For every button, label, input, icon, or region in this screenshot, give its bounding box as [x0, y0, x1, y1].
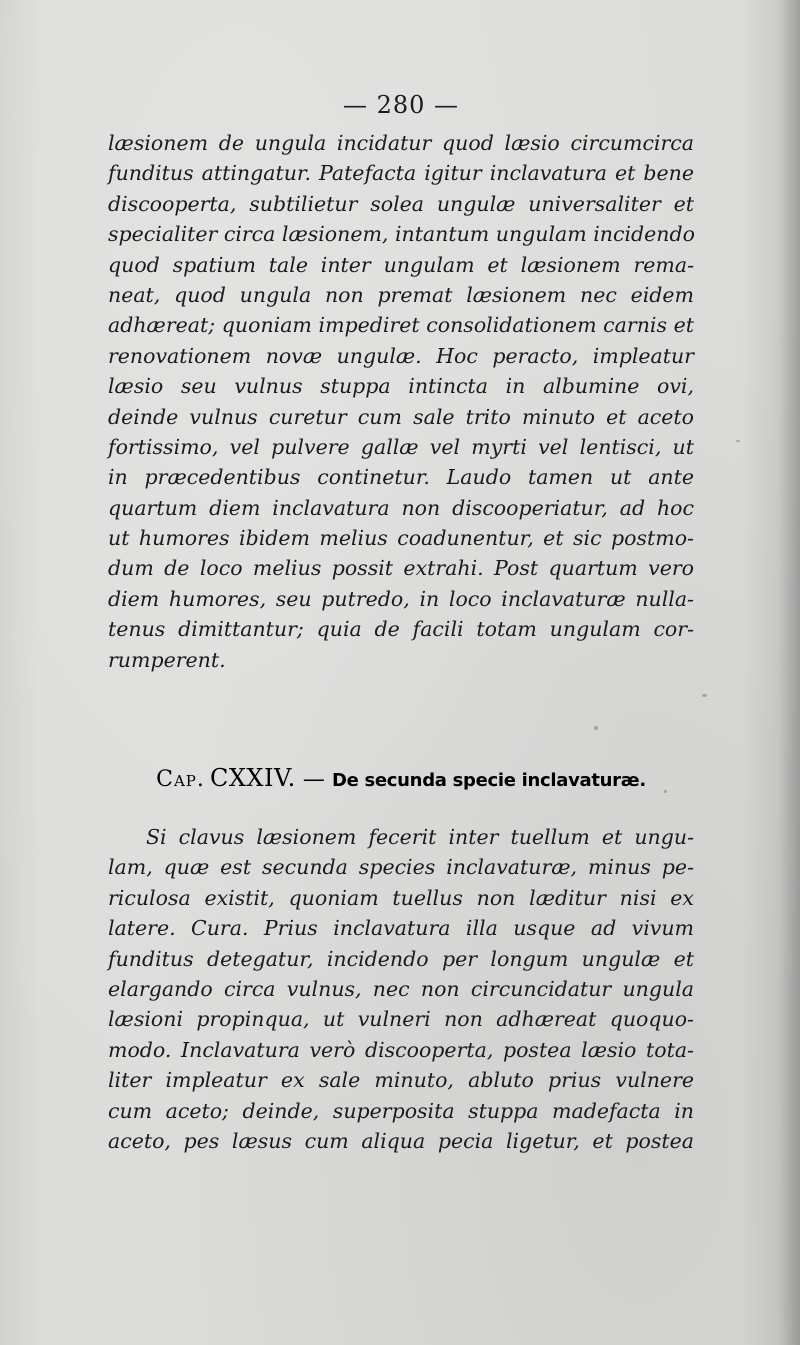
text-line: in præcedentibus continetur. Laudo tamen ut ante — [108, 465, 694, 490]
text-line: liter impleatur ex sale minuto, abluto prius vulnere — [108, 1068, 694, 1093]
text-line: lam, quæ est secunda species inclavaturæ, minus pe- — [108, 855, 694, 880]
chapter-dash: — — [302, 767, 325, 792]
text-line: rumperent. — [108, 647, 226, 672]
ink-speck — [594, 726, 598, 730]
text-line: discooperta, subtilietur solea ungulæ universaliter et — [108, 191, 694, 216]
text-line: riculosa existit, quoniam tuellus non læditur nisi ex — [108, 885, 694, 910]
text-line: læsioni propinqua, ut vulneri non adhæreat quoquo- — [108, 1007, 694, 1032]
chapter-title: De secunda specie inclavaturæ. — [331, 770, 646, 791]
paragraph-2 — [108, 822, 694, 1156]
text-line: elargando circa vulnus, nec non circuncidatur ungula — [108, 976, 694, 1001]
paragraph-1 — [108, 128, 694, 675]
text-line: latere. Cura. Prius inclavatura illa usque ad vivum — [108, 916, 694, 941]
page-number: — 280 — — [342, 91, 460, 119]
text-line: funditus attingatur. Patefacta igitur inclavatura et bene — [108, 161, 694, 186]
chapter-label: Cap. — [156, 767, 205, 792]
chapter-heading — [108, 760, 694, 796]
text-line: ut humores ibidem melius coadunentur, et sic postmo- — [108, 526, 694, 551]
text-line: deinde vulnus curetur cum sale trito minuto et aceto — [108, 404, 694, 429]
ink-speck — [736, 440, 740, 442]
ink-speck — [664, 790, 667, 793]
text-line: quod spatium tale inter ungulam et læsionem rema- — [108, 252, 694, 277]
text-line: tenus dimittantur; quia de facili totam ungulam cor- — [108, 617, 694, 642]
text-line: quartum diem inclavatura non discooperiatur, ad hoc — [108, 495, 694, 520]
text-line: funditus detegatur, incidendo per longum ungulæ et — [108, 946, 694, 971]
text-line: dum de loco melius possit extrahi. Post quartum vero — [108, 556, 694, 581]
ink-speck — [702, 694, 707, 697]
upper-text-block — [108, 84, 694, 675]
text-line: læsio seu vulnus stuppa intincta in albumine ovi, — [108, 374, 694, 399]
text-line: læsionem de ungula incidatur quod læsio circumcirca — [108, 131, 694, 155]
chapter-number: CXXIV. — [209, 764, 296, 792]
text-line: adhæreat; quoniam impediret consolidationem carnis et — [108, 313, 694, 338]
text-line: neat, quod ungula non premat læsionem nec eidem — [108, 282, 694, 307]
page-edge-shadow — [778, 0, 800, 1345]
text-line: cum aceto; deinde, superposita stuppa madefacta in — [108, 1098, 694, 1123]
text-line: aceto, pes læsus cum aliqua pecia ligetur, et postea — [108, 1128, 694, 1153]
text-line: Si clavus læsionem fecerit inter tuellum et ungu- — [146, 825, 694, 849]
text-line: modo. Inclavatura verò discooperta, postea læsio tota- — [108, 1037, 694, 1062]
text-line: diem humores, seu putredo, in loco inclavaturæ nulla- — [108, 586, 694, 611]
text-line: renovationem novæ ungulæ. Hoc peracto, impleatur — [108, 343, 694, 368]
text-line: fortissimo, vel pulvere gallæ vel myrti vel lentisci, ut — [108, 434, 694, 459]
text-line: specialiter circa læsionem, intantum ungulam incidendo — [108, 222, 695, 247]
